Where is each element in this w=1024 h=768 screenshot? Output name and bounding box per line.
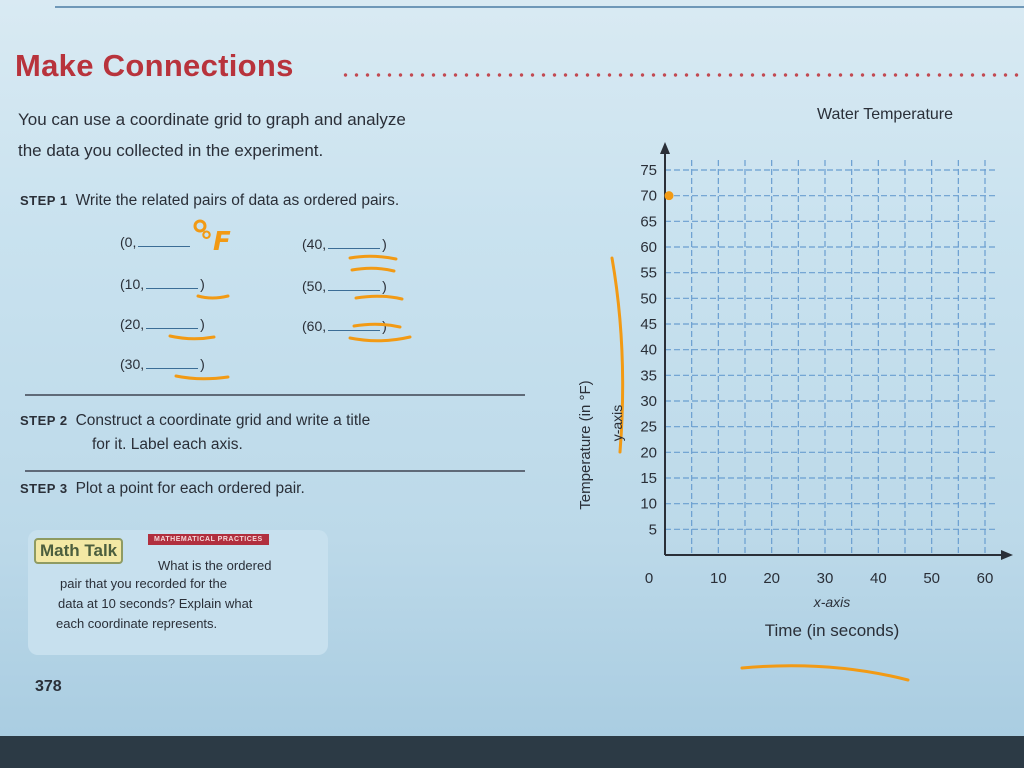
grid <box>665 160 995 555</box>
pair-50-close: ) <box>382 278 387 294</box>
y-tick-labels <box>640 162 657 538</box>
x-axis-arrow <box>1001 550 1013 560</box>
pair-50 <box>302 278 387 294</box>
underline-10 <box>198 296 228 298</box>
top-rule <box>55 6 1024 8</box>
pair-60-blank[interactable] <box>328 318 380 331</box>
step-2-text-line-2: for it. Label each axis. <box>92 436 243 453</box>
pair-60-close: ) <box>382 318 387 334</box>
pair-20-blank[interactable] <box>146 316 198 329</box>
pair-20-open: (20, <box>120 316 145 332</box>
underline-50b <box>356 296 402 299</box>
math-talk-line-3: data at 10 seconds? Explain what <box>58 596 253 611</box>
math-talk-line-4: each coordinate represents. <box>56 616 218 631</box>
y-tick-55: 55 <box>640 264 657 282</box>
pair-30-blank[interactable] <box>146 356 198 369</box>
x-tick-labels <box>645 570 994 587</box>
pair-10-close: ) <box>200 276 205 292</box>
underline-30 <box>176 376 228 379</box>
y-tick-5: 5 <box>648 521 657 539</box>
pair-10-blank[interactable] <box>146 276 198 289</box>
mathematical-practices-badge: MATHEMATICAL PRACTICES <box>148 534 269 545</box>
x-tick-0: 0 <box>644 570 654 587</box>
pair-60-open: (60, <box>302 318 327 334</box>
x-tick-20: 20 <box>763 570 781 587</box>
step-divider-1 <box>25 394 525 396</box>
step-1-text: Write the related pairs of data as ordered pairs. <box>75 192 400 209</box>
y-tick-65: 65 <box>640 213 657 231</box>
step-1 <box>20 192 399 210</box>
x-tick-50: 50 <box>923 570 941 587</box>
pair-40-blank[interactable] <box>328 236 380 249</box>
y-tick-35: 35 <box>640 367 657 385</box>
data-point-0 <box>665 191 674 200</box>
x-axis-label: Time (in seconds) <box>764 621 900 640</box>
step-2-text: Construct a coordinate grid and write a title <box>75 412 371 429</box>
handwritten-unit: °F <box>200 227 231 257</box>
pair-60 <box>302 318 387 334</box>
step-1-label: STEP 1 <box>20 193 68 208</box>
intro-line-1: You can use a coordinate grid to graph and analyze <box>18 110 406 129</box>
title-dotted-leader <box>340 72 1024 78</box>
underline-40 <box>350 256 396 259</box>
y-tick-75: 75 <box>640 162 657 179</box>
y-tick-60: 60 <box>640 239 657 256</box>
x-tick-10: 10 <box>709 570 727 587</box>
pair-50-open: (50, <box>302 278 327 294</box>
underline-60b <box>350 337 410 341</box>
pair-20-close: ) <box>200 316 205 332</box>
step-3-label: STEP 3 <box>20 481 68 496</box>
axes <box>660 142 1013 560</box>
step-3 <box>20 480 305 498</box>
underline-50a <box>352 268 394 271</box>
y-tick-10: 10 <box>640 495 657 513</box>
pair-0-open: (0, <box>120 234 137 250</box>
y-tick-30: 30 <box>640 393 657 410</box>
y-axis-label: Temperature (in °F) <box>577 380 594 510</box>
math-talk-line-2: pair that you recorded for the <box>60 576 227 591</box>
page-number: 378 <box>35 678 62 695</box>
y-tick-15: 15 <box>640 470 657 487</box>
y-axis-arrow <box>660 142 670 154</box>
x-tick-60: 60 <box>976 570 994 587</box>
underline-20 <box>170 336 214 339</box>
pair-40 <box>302 236 387 252</box>
pair-0-blank[interactable] <box>138 234 190 247</box>
chart-title: Water Temperature <box>816 106 954 123</box>
pair-30-close: ) <box>200 356 205 372</box>
y-tick-45: 45 <box>640 316 657 333</box>
x-tick-40: 40 <box>869 570 887 587</box>
step-3-text: Plot a point for each ordered pair. <box>75 480 305 497</box>
water-temperature-graph <box>560 90 1020 650</box>
degree-mark <box>195 221 205 231</box>
y-tick-25: 25 <box>640 418 657 436</box>
pair-20 <box>120 316 205 332</box>
pair-50-blank[interactable] <box>328 278 380 291</box>
y-tick-70: 70 <box>640 187 657 205</box>
pair-0 <box>120 234 192 250</box>
data-points <box>665 191 674 200</box>
pair-10 <box>120 276 205 292</box>
math-talk-line-1: What is the ordered <box>158 558 272 573</box>
x-tick-30: 30 <box>816 570 834 587</box>
step-2 <box>20 412 370 430</box>
math-talk-label: Math Talk <box>34 538 123 564</box>
bottom-shadow <box>0 736 1024 768</box>
step-2-label: STEP 2 <box>20 413 68 428</box>
pair-10-open: (10, <box>120 276 145 292</box>
y-tick-20: 20 <box>640 444 657 462</box>
x-label-underline <box>742 666 908 680</box>
y-tick-50: 50 <box>640 290 657 308</box>
x-axis-name: x-axis <box>813 594 851 610</box>
pair-30-open: (30, <box>120 356 145 372</box>
step-divider-2 <box>25 470 525 472</box>
pair-40-open: (40, <box>302 236 327 252</box>
pair-40-close: ) <box>382 236 387 252</box>
pair-30 <box>120 356 205 372</box>
y-tick-40: 40 <box>640 341 657 359</box>
y-axis-name: y-axis <box>609 404 625 442</box>
intro-line-2: the data you collected in the experiment. <box>18 141 324 160</box>
section-title: Make Connections <box>15 48 294 83</box>
